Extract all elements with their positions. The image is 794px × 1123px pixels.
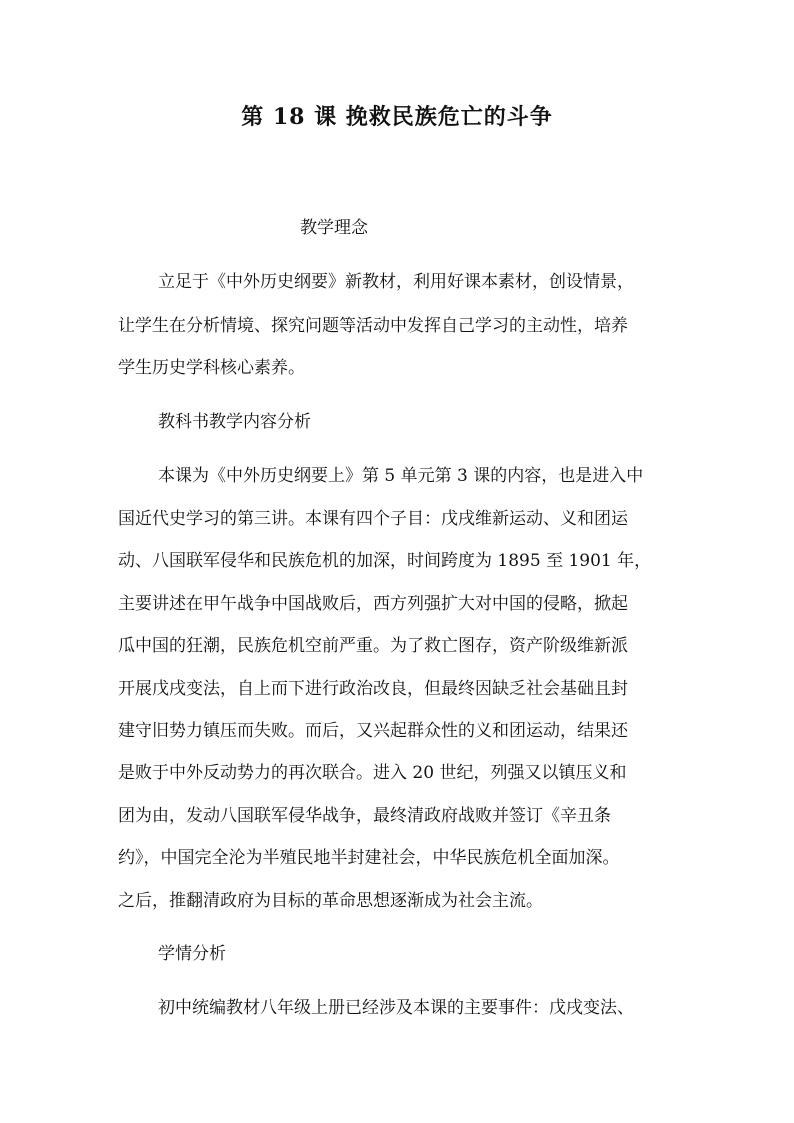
- section-heading-learner: 学情分析: [158, 944, 226, 964]
- paragraph-line: 本课为《中外历史纲要上》第 5 单元第 3 课的内容，也是进入中: [158, 466, 644, 486]
- paragraph-line: 是败于中外反动势力的再次联合。进入 20 世纪，列强又以镇压义和: [118, 763, 627, 783]
- paragraph-line: 团为由，发动八国联军侵华战争，最终清政府战败并签订《辛丑条: [118, 806, 611, 826]
- section-heading-concept: 教学理念: [300, 218, 368, 238]
- paragraph-line: 建守旧势力镇压而失败。而后，又兴起群众性的义和团运动，结果还: [118, 721, 628, 741]
- paragraph-line: 立足于《中外历史纲要》新教材，利用好课本素材，创设情景，: [158, 272, 634, 292]
- paragraph-line: 开展戊戌变法，自上而下进行政治改良，但最终因缺乏社会基础且封: [118, 679, 628, 699]
- section-heading-analysis: 教科书教学内容分析: [158, 412, 311, 432]
- paragraph-line: 之后，推翻清政府为目标的革命思想逐渐成为社会主流。: [118, 891, 543, 911]
- paragraph-line: 约》，中国完全沦为半殖民地半封建社会，中华民族危机全面加深。: [118, 848, 620, 868]
- paragraph-line: 初中统编教材八年级上册已经涉及本课的主要事件：戊戌变法、: [158, 998, 634, 1018]
- paragraph-line: 学生历史学科核心素养。: [118, 358, 305, 378]
- paragraph-line: 国近代史学习的第三讲。本课有四个子目：戊戌维新运动、义和团运: [118, 509, 628, 529]
- paragraph-line: 主要讲述在甲午战争中国战败后，西方列强扩大对中国的侵略，掀起: [118, 594, 628, 614]
- paragraph-line: 让学生在分析情境、探究问题等活动中发挥自己学习的主动性，培养: [118, 316, 628, 336]
- paragraph-line: 动、八国联军侵华和民族危机的加深，时间跨度为 1895 至 1901 年，: [118, 551, 652, 571]
- paragraph-line: 瓜中国的狂潮，民族危机空前严重。为了救亡图存，资产阶级维新派: [118, 636, 628, 656]
- page-title: 第 18 课 挽救民族危亡的斗争: [241, 104, 553, 130]
